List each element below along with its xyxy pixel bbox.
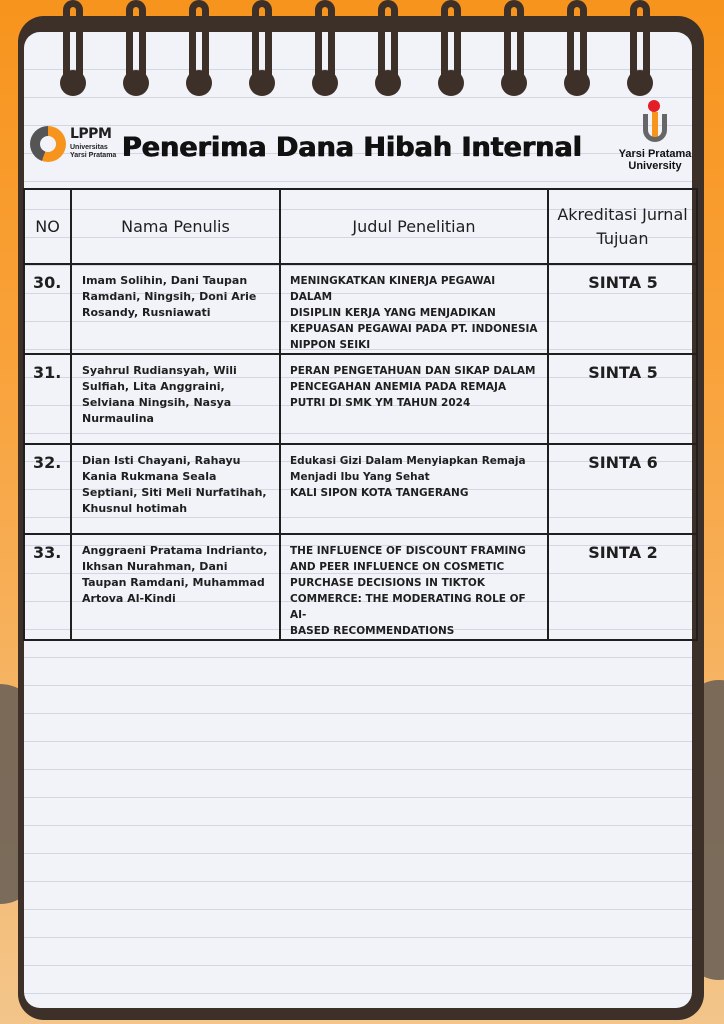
header-no: NO	[24, 189, 71, 264]
lppm-logo-icon	[30, 126, 66, 162]
spiral-ring	[625, 0, 655, 96]
page-header	[0, 100, 724, 180]
row-title: MENINGKATKAN KINERJA PEGAWAI DALAM DISIPLIN KERJA YANG MENJADIKAN KEPUASAN PEGAWAI PADA PT. INDONESIA NIPPON SEIKI	[280, 264, 548, 354]
spiral-ring	[184, 0, 214, 96]
row-akreditasi: SINTA 2	[548, 534, 697, 640]
lppm-logo	[30, 124, 116, 166]
spiral-ring	[562, 0, 592, 96]
lppm-logo-subtitle: Universitas Yarsi Pratama	[70, 144, 117, 159]
table-row	[24, 354, 697, 444]
row-akreditasi: SINTA 6	[548, 444, 697, 534]
header-akreditasi: Akreditasi Jurnal Tujuan	[548, 189, 697, 264]
row-title: THE INFLUENCE OF DISCOUNT FRAMING AND PEER INFLUENCE ON COSMETIC PURCHASE DECISIONS IN TIKTOK COMMERCE: THE MODERATING ROLE OF AI- BASED RECOMMENDATIONS	[280, 534, 548, 640]
row-number: 30.	[24, 264, 71, 354]
row-akreditasi: SINTA 5	[548, 354, 697, 444]
spiral-ring	[499, 0, 529, 96]
row-title: PERAN PENGETAHUAN DAN SIKAP DALAM PENCEGAHAN ANEMIA PADA REMAJA PUTRI DI SMK YM TAHUN 2024	[280, 354, 548, 444]
row-akreditasi: SINTA 5	[548, 264, 697, 354]
row-title: Edukasi Gizi Dalam Menyiapkan Remaja Menjadi Ibu Yang Sehat KALI SIPON KOTA TANGERANG	[280, 444, 548, 534]
row-authors: Dian Isti Chayani, Rahayu Kania Rukmana Seala Septiani, Siti Meli Nurfatihah, Khusnul hotimah	[71, 444, 280, 534]
table-row	[24, 534, 697, 640]
spiral-ring	[373, 0, 403, 96]
spiral-ring	[310, 0, 340, 96]
spiral-ring	[121, 0, 151, 96]
table-header-row	[24, 189, 697, 264]
table-row	[24, 444, 697, 534]
row-authors: Imam Solihin, Dani Taupan Ramdani, Ningsih, Doni Arie Rosandy, Rusniawati	[71, 264, 280, 354]
spiral-ring	[247, 0, 277, 96]
table-row	[24, 264, 697, 354]
yarsi-logo-name: Yarsi Pratama University	[618, 148, 692, 172]
row-number: 32.	[24, 444, 71, 534]
spiral-ring	[436, 0, 466, 96]
row-number: 33.	[24, 534, 71, 640]
grant-recipients-table	[23, 188, 698, 641]
page-title: Penerima Dana Hibah Internal	[122, 132, 582, 163]
header-nama-penulis: Nama Penulis	[71, 189, 280, 264]
spiral-ring	[58, 0, 88, 96]
row-authors: Anggraeni Pratama Indrianto, Ikhsan Nurahman, Dani Taupan Ramdani, Muhammad Artova Al-Kindi	[71, 534, 280, 640]
yarsi-logo	[612, 100, 698, 180]
yarsi-logo-icon	[639, 100, 671, 146]
row-number: 31.	[24, 354, 71, 444]
row-authors: Syahrul Rudiansyah, Wili Sulfiah, Lita Anggraini, Selviana Ningsih, Nasya Nurmaulina	[71, 354, 280, 444]
header-judul-penelitian: Judul Penelitian	[280, 189, 548, 264]
lppm-logo-name: LPPM	[70, 126, 112, 142]
